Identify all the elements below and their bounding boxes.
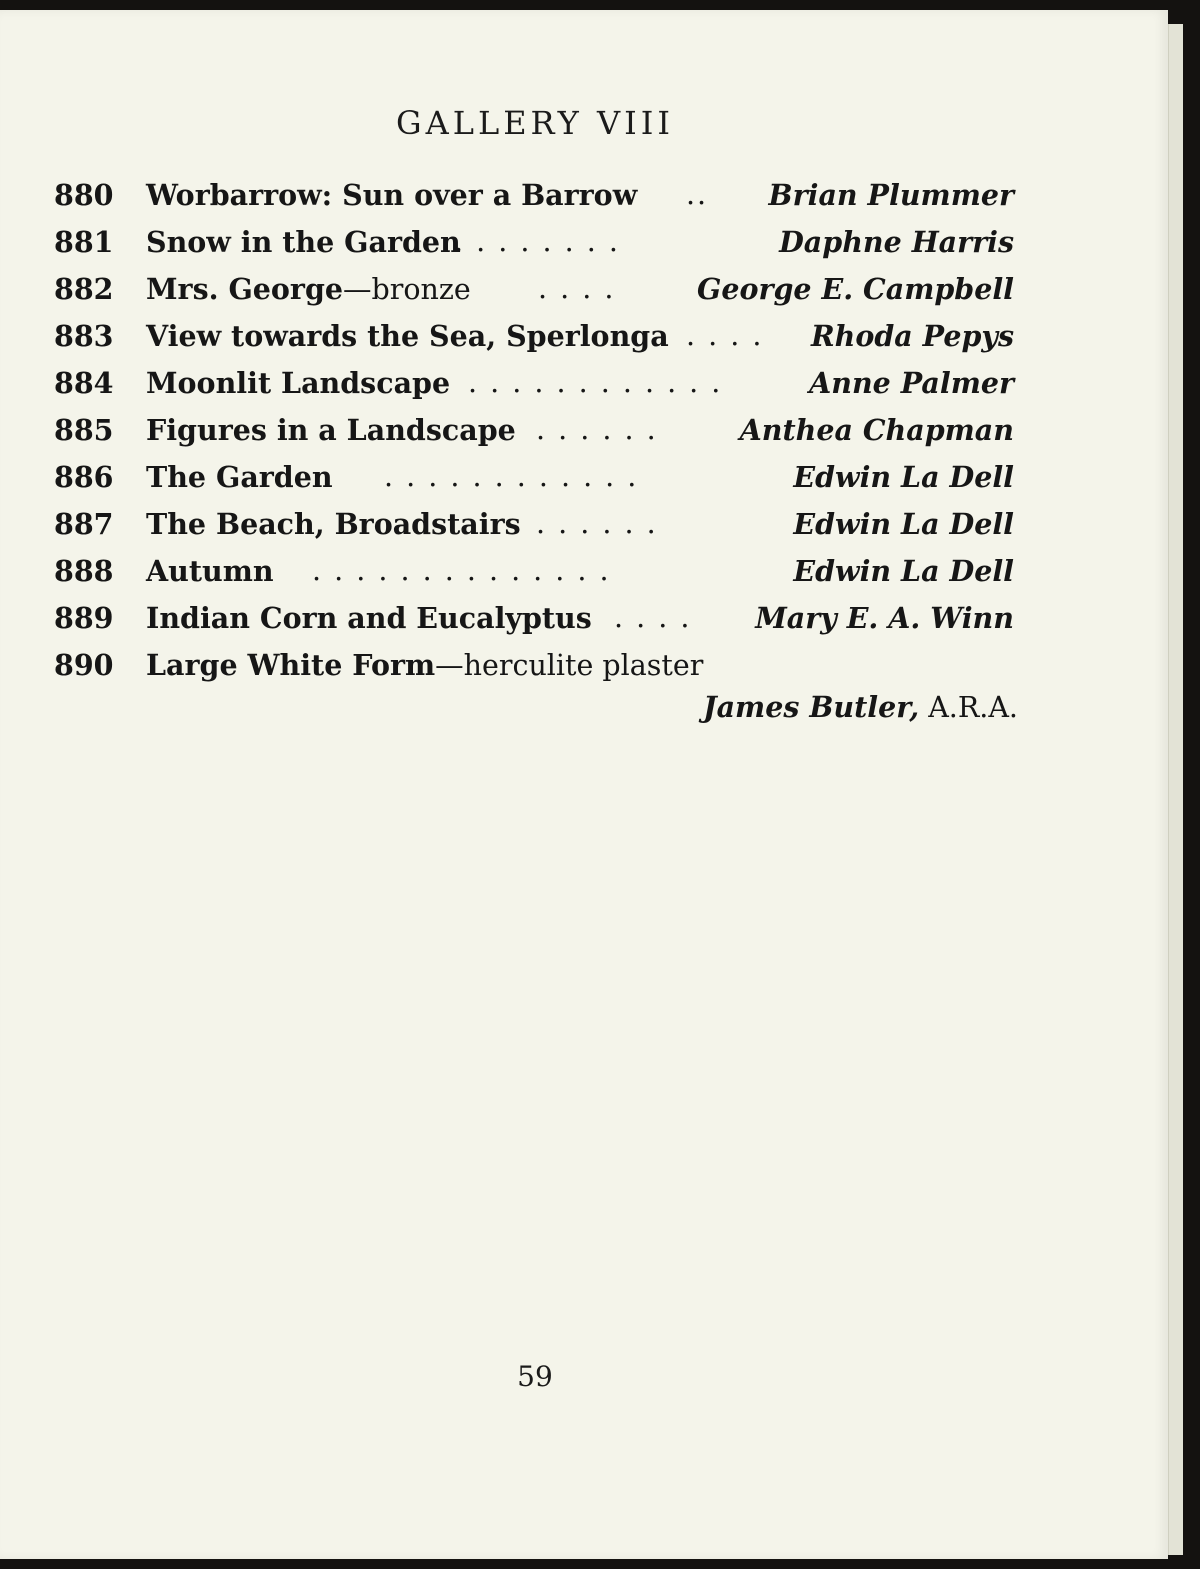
entry-number: 889 bbox=[54, 601, 114, 635]
entry-title: Figures in a Landscape bbox=[146, 413, 516, 447]
entry-artist: Edwin La Dell bbox=[793, 507, 1014, 541]
catalogue-entry bbox=[54, 272, 1014, 316]
catalogue-entry bbox=[54, 601, 1014, 645]
entry-title: The Garden bbox=[146, 460, 333, 494]
entry-artist: Anthea Chapman bbox=[739, 413, 1014, 447]
leader-dots: . . . . . . bbox=[536, 413, 658, 446]
entry-number: 888 bbox=[54, 554, 114, 588]
entry-artist: Brian Plummer bbox=[768, 178, 1014, 212]
entry-title-main: Mrs. George bbox=[146, 272, 344, 306]
entry-title: Worbarrow: Sun over a Barrow bbox=[146, 178, 638, 212]
catalogue-entry bbox=[54, 319, 1014, 363]
catalogue-entry bbox=[54, 507, 1014, 551]
leader-dots: .. bbox=[686, 178, 709, 211]
catalogue-entry bbox=[54, 413, 1014, 457]
catalogue-entry bbox=[54, 460, 1014, 504]
entry-title: Indian Corn and Eucalyptus bbox=[146, 601, 592, 635]
entry-title: The Beach, Broadstairs bbox=[146, 507, 521, 541]
entry-number: 885 bbox=[54, 413, 114, 447]
entry-artist: Mary E. A. Winn bbox=[755, 601, 1014, 635]
entry-number: 882 bbox=[54, 272, 114, 306]
entry-number: 886 bbox=[54, 460, 114, 494]
entry-title bbox=[146, 648, 703, 682]
catalogue-entry bbox=[54, 366, 1014, 410]
leader-dots: . . . . bbox=[538, 272, 616, 305]
entry-artist: Rhoda Pepys bbox=[810, 319, 1014, 353]
gallery-heading: GALLERY VIII bbox=[396, 104, 674, 142]
entry-title: View towards the Sea, Sperlonga bbox=[146, 319, 669, 353]
leader-dots: . . . . . . . . . . . . bbox=[384, 460, 639, 493]
entry-number: 887 bbox=[54, 507, 114, 541]
entry-number: 881 bbox=[54, 225, 114, 259]
catalogue-entry bbox=[54, 554, 1014, 598]
entry-artist: Edwin La Dell bbox=[793, 554, 1014, 588]
entry-artist: Edwin La Dell bbox=[793, 460, 1014, 494]
page-edge bbox=[1168, 24, 1183, 1555]
leader-dots: . . . . . . . . . . . . . . bbox=[312, 554, 611, 587]
entry-title bbox=[146, 272, 471, 306]
entry-title-main: Large White Form bbox=[146, 648, 436, 682]
entry-artist: Anne Palmer bbox=[809, 366, 1014, 400]
leader-dots: . . . . . . bbox=[536, 507, 658, 540]
leader-dots: . . . . bbox=[614, 601, 692, 634]
leader-dots: . . . . bbox=[686, 319, 764, 352]
entry-number: 884 bbox=[54, 366, 114, 400]
entry-number: 880 bbox=[54, 178, 114, 212]
catalogue-entry bbox=[54, 648, 1014, 692]
entry-artist-honours: A.R.A. bbox=[928, 691, 1018, 724]
entry-artist: Daphne Harris bbox=[779, 225, 1014, 259]
entry-artist-name: James Butler, bbox=[703, 690, 920, 724]
entry-title: Autumn bbox=[146, 554, 274, 588]
entry-title: Moonlit Landscape bbox=[146, 366, 451, 400]
catalogue-entry bbox=[54, 225, 1014, 269]
entry-title-medium: —herculite plaster bbox=[435, 649, 704, 682]
entry-number: 883 bbox=[54, 319, 114, 353]
entry-artist-continued bbox=[703, 690, 1018, 724]
page-number: 59 bbox=[517, 1360, 553, 1393]
entry-title: Snow in the Garden bbox=[146, 225, 461, 259]
entry-number: 890 bbox=[54, 648, 114, 682]
entry-artist: George E. Campbell bbox=[697, 272, 1014, 306]
entry-title-medium: —bronze bbox=[343, 273, 471, 306]
leader-dots: . . . . . . . . bbox=[454, 225, 620, 258]
leader-dots: . . . . . . . . . . . . bbox=[468, 366, 723, 399]
catalogue-entry bbox=[54, 178, 1014, 222]
